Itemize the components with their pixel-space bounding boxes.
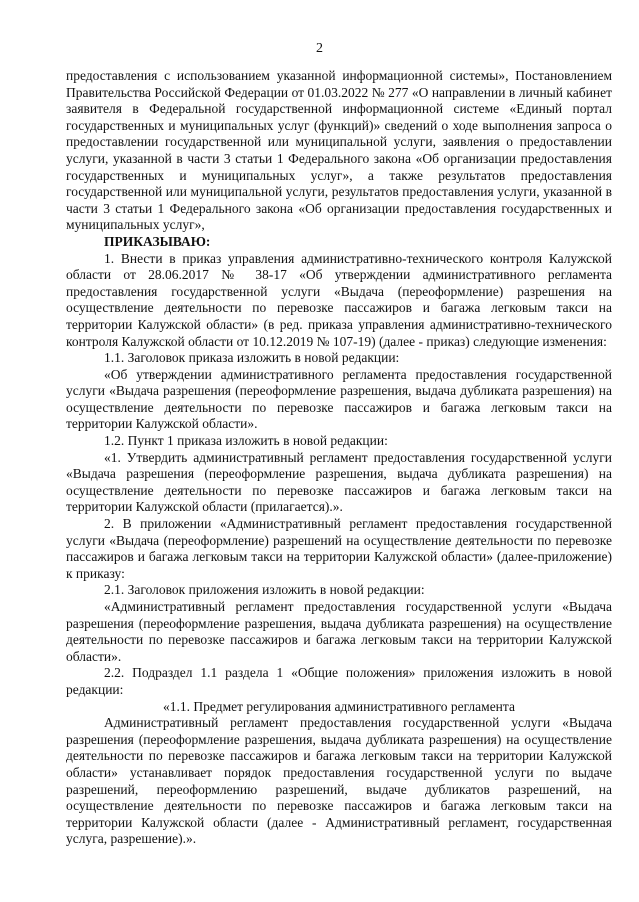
quote-title-appendix: «Административный регламент предоставления государственной услуги «Выдача разрешения (переоформление разрешения, выдача дубликата разрешения) на осуществление деятельности по перевозке пассажиров и багажа легковым такси на территории Калужской области». [66, 599, 612, 664]
page-number: 2 [316, 41, 323, 56]
subsection-heading: «1.1. Предмет регулирования административного регламента [163, 698, 515, 714]
intro-paragraph: предоставления с использованием указанной информационной системы», Постановлением Правительства Российской Федерации от 01.03.2022 № 277 «О направлении в личный кабинет заявителя в Федеральной государственной информационной системе «Единый портал государственных и муниципальных услуг (функций)» сведений о ходе выполнения запроса о предоставлении государственной или муниципальной услуги, заявления о предоставлении услуги, указанной в части 3 статьи 1 Федерального закона «Об организации предоставления государственных и муниципальных услуг», а также результатов предоставления государственной или муниципальной услуги, результатов предоставления услуги, указанной в части 3 статьи 1 Федерального закона «Об организации предоставления государственных и муниципальных услуг», [66, 68, 612, 233]
quote-title-order: «Об утверждении административного регламента предоставления государственной услуги «Выдача разрешения (переоформление разрешения, выдача дубликата разрешения) на осуществление деятельности по перевозке пассажиров и багажа легковым такси на территории Калужской области». [66, 366, 612, 432]
order-heading: ПРИКАЗЫВАЮ: [104, 233, 211, 249]
paragraph-item-2-2: 2.2. Подраздел 1.1 раздела 1 «Общие положения» приложения изложить в новой редакции: [66, 665, 612, 697]
document-body [66, 68, 612, 848]
paragraph-item-1-1: 1.1. Заголовок приказа изложить в новой редакции: [104, 350, 400, 366]
quote-point-1: «1. Утвердить административный регламент предоставления государственной услуги «Выдача разрешения (переоформление разрешения, выдача дубликата разрешения) на осуществление деятельности по перевозке пассажиров и багажа легковым такси на территории Калужской области (прилагается).». [66, 449, 612, 515]
paragraph-item-2-1: 2.1. Заголовок приложения изложить в новой редакции: [104, 582, 425, 598]
paragraph-item-1: 1. Внести в приказ управления административно-технического контроля Калужской области от 28.06.2017 № 38-17 «Об утверждении административного регламента предоставления государственной услуги «Выдача (переоформление) разрешения на осуществление деятельности по перевозке пассажиров и багажа легковым такси на территории Калужской области» (в ред. приказа управления административно-технического контроля Калужской области от 10.12.2019 № 107-19) (далее - приказ) следующие изменения: [66, 250, 612, 349]
paragraph-item-2: 2. В приложении «Административный регламент предоставления государственной услуги «Выдача (переоформление) разрешений на осуществление деятельности по перевозке пассажиров и багажа легковым такси на территории Калужской области» (далее-приложение) к приказу: [66, 516, 612, 581]
quote-subsection-text: Административный регламент предоставления государственной услуги «Выдача разрешения (переоформление разрешения, выдача дубликата разрешения) на осуществление деятельности по перевозке пассажиров и багажа легковым такси на территории Калужской области» устанавливает порядок предоставления государственной услуги по выдаче разрешений, переоформлению разрешений, выдаче дубликатов разрешений, на осуществление деятельности по перевозке пассажиров и багажа легковым такси на территории Калужской области (далее - Административный регламент, государственная услуга, разрешение).». [66, 715, 612, 847]
paragraph-item-1-2: 1.2. Пункт 1 приказа изложить в новой редакции: [104, 433, 388, 449]
